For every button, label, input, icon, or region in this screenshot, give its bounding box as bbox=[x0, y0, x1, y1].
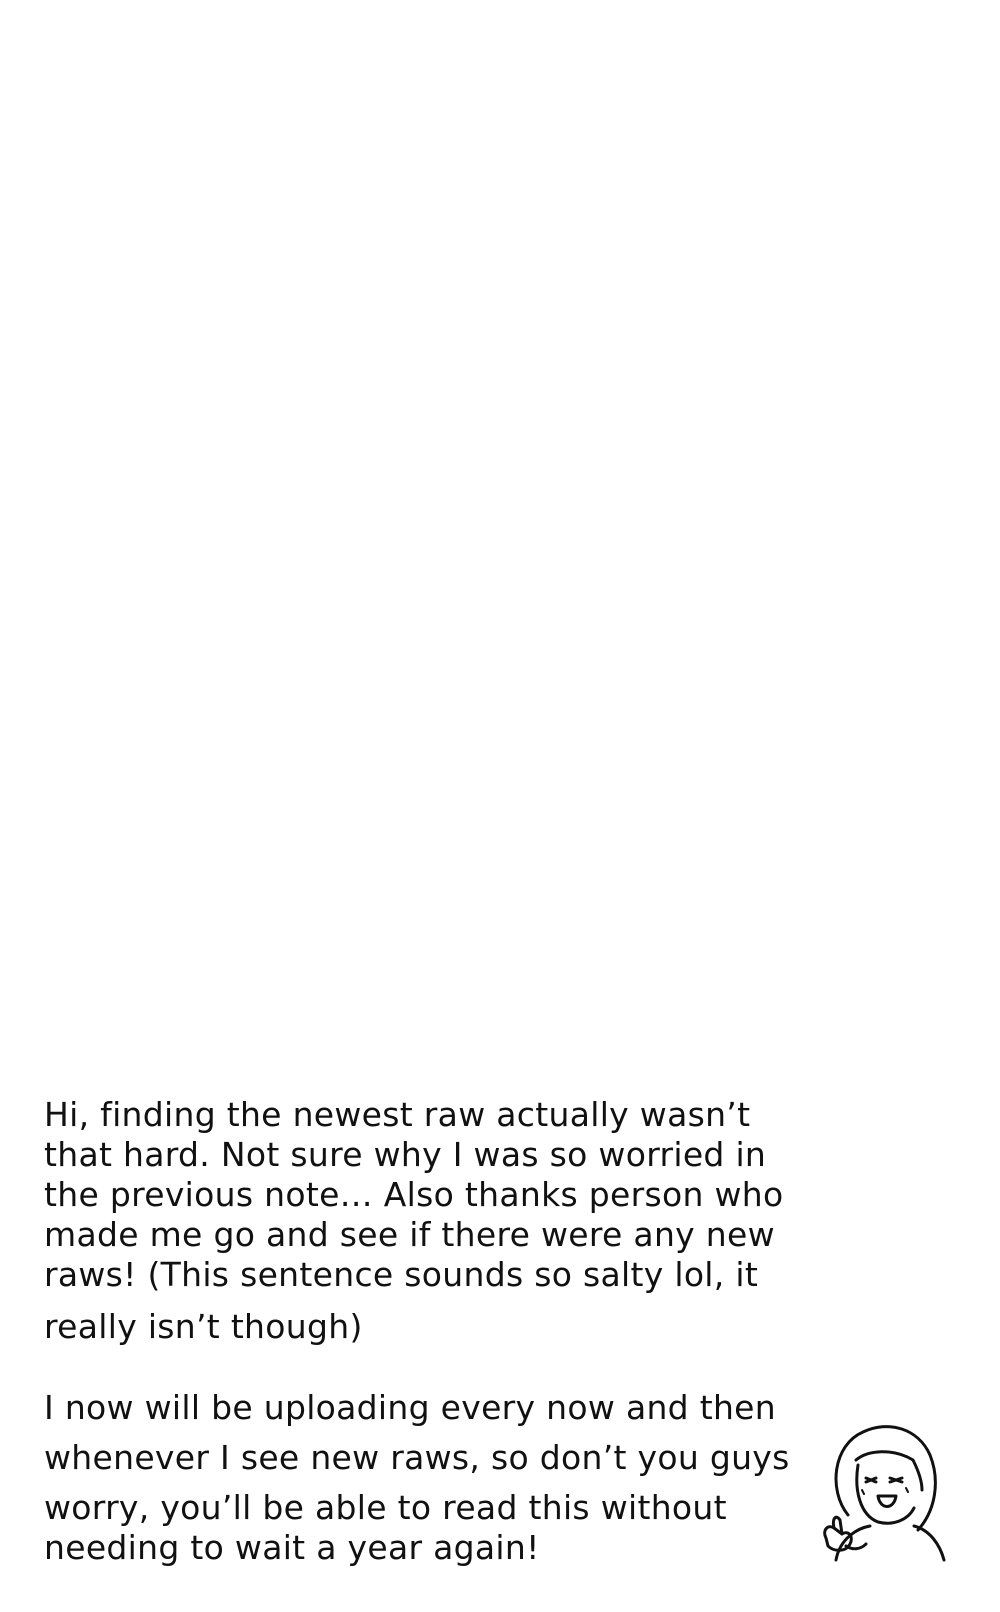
note-line: really isn’t though) bbox=[44, 1307, 363, 1346]
note-line: Hi, finding the newest raw actually wasn’t bbox=[44, 1095, 751, 1134]
note-line: the previous note… Also thanks person who bbox=[44, 1175, 784, 1214]
chibi-girl-thumbs-up-icon bbox=[818, 1420, 948, 1570]
note-paragraph-2 bbox=[44, 1388, 790, 1568]
note-line: whenever I see new raws, so don’t you guys bbox=[44, 1438, 790, 1477]
note-line: raws! (This sentence sounds so salty lol, it bbox=[44, 1255, 759, 1294]
note-line: that hard. Not sure why I was so worried in bbox=[44, 1135, 767, 1174]
note-line: needing to wait a year again! bbox=[44, 1528, 540, 1567]
note-line: I now will be uploading every now and then bbox=[44, 1388, 776, 1427]
note-paragraph-1 bbox=[44, 1095, 783, 1347]
note-line: worry, you’ll be able to read this without bbox=[44, 1488, 727, 1527]
note-line: made me go and see if there were any new bbox=[44, 1215, 775, 1254]
